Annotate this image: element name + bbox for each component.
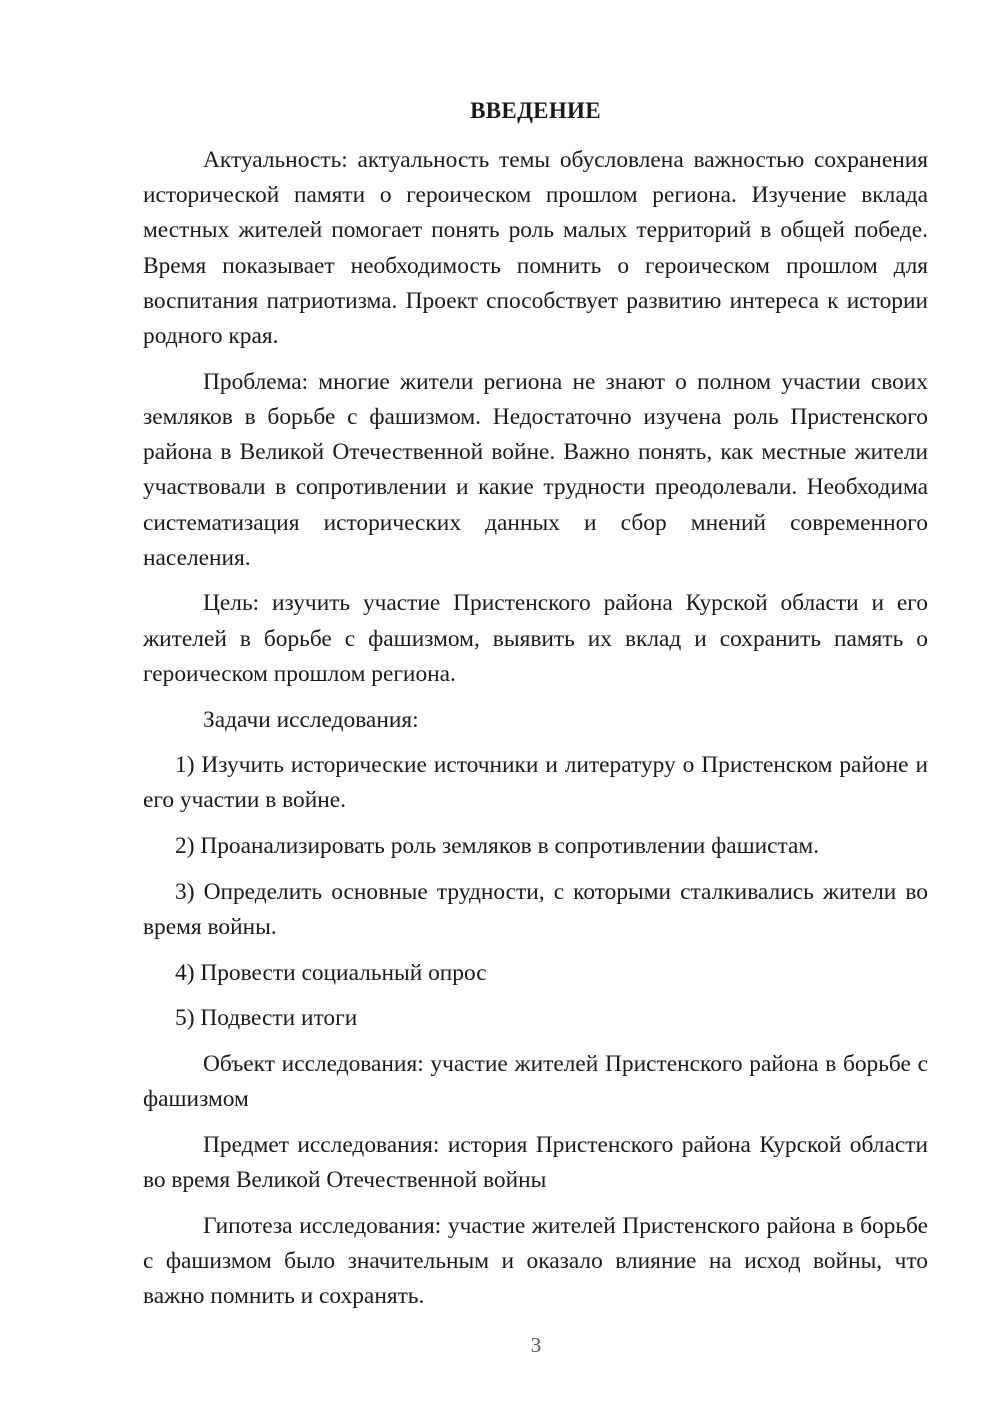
task-item-1: 1) Изучить исторические источники и литературу о Пристенском районе и его участии в войне. <box>143 752 928 814</box>
task-item-2: 2) Проанализировать роль земляков в сопротивлении фашистам. <box>175 833 820 860</box>
task-item-5: 5) Подвести итоги <box>175 1005 358 1032</box>
object-paragraph: Объект исследования: участие жителей Пристенского района в борьбе с фашизмом <box>143 1051 928 1113</box>
document-page <box>143 96 928 1325</box>
goal-paragraph: Цель: изучить участие Пристенского района Курской области и его жителей в борьбе с фашизмом, выявить их вклад и сохранить память о героическом прошлом региона. <box>143 590 928 687</box>
page-number: 3 <box>530 1333 542 1357</box>
task-item-3: 3) Определить основные трудности, с которыми сталкивались жители во время войны. <box>143 878 928 941</box>
relevance-paragraph: Актуальность: актуальность темы обусловлена важностью сохранения исторической памяти о героическом прошлом региона. Изучение вклада местных жителей помогает понять роль малых территорий в общей победе. Время показывает необходимость помнить о героическом прошлом для воспитания патриотизма. Проект способствует развитию интереса к истории родного края. <box>143 147 928 350</box>
problem-paragraph: Проблема: многие жители региона не знают о полном участии своих земляков в борьбе с фашизмом. Недостаточно изучена роль Пристенского района в Великой Отечественной войне. Важно понять, как местные жители участвовали в сопротивлении и какие трудности преодолевали. Необходима систематизация исторических данных и сбор мнений современного населения. <box>143 368 928 571</box>
task-item-4: 4) Провести социальный опрос <box>175 959 487 986</box>
subject-paragraph: Предмет исследования: история Пристенского района Курской области во время Великой Отечественной войны <box>143 1132 928 1194</box>
tasks-heading: Задачи исследования: <box>203 706 419 733</box>
hypothesis-paragraph: Гипотеза исследования: участие жителей Пристенского района в борьбе с фашизмом было значительным и оказало влияние на исход войны, что важно помнить и сохранять. <box>143 1212 928 1310</box>
section-title: ВВЕДЕНИЕ <box>470 98 601 123</box>
